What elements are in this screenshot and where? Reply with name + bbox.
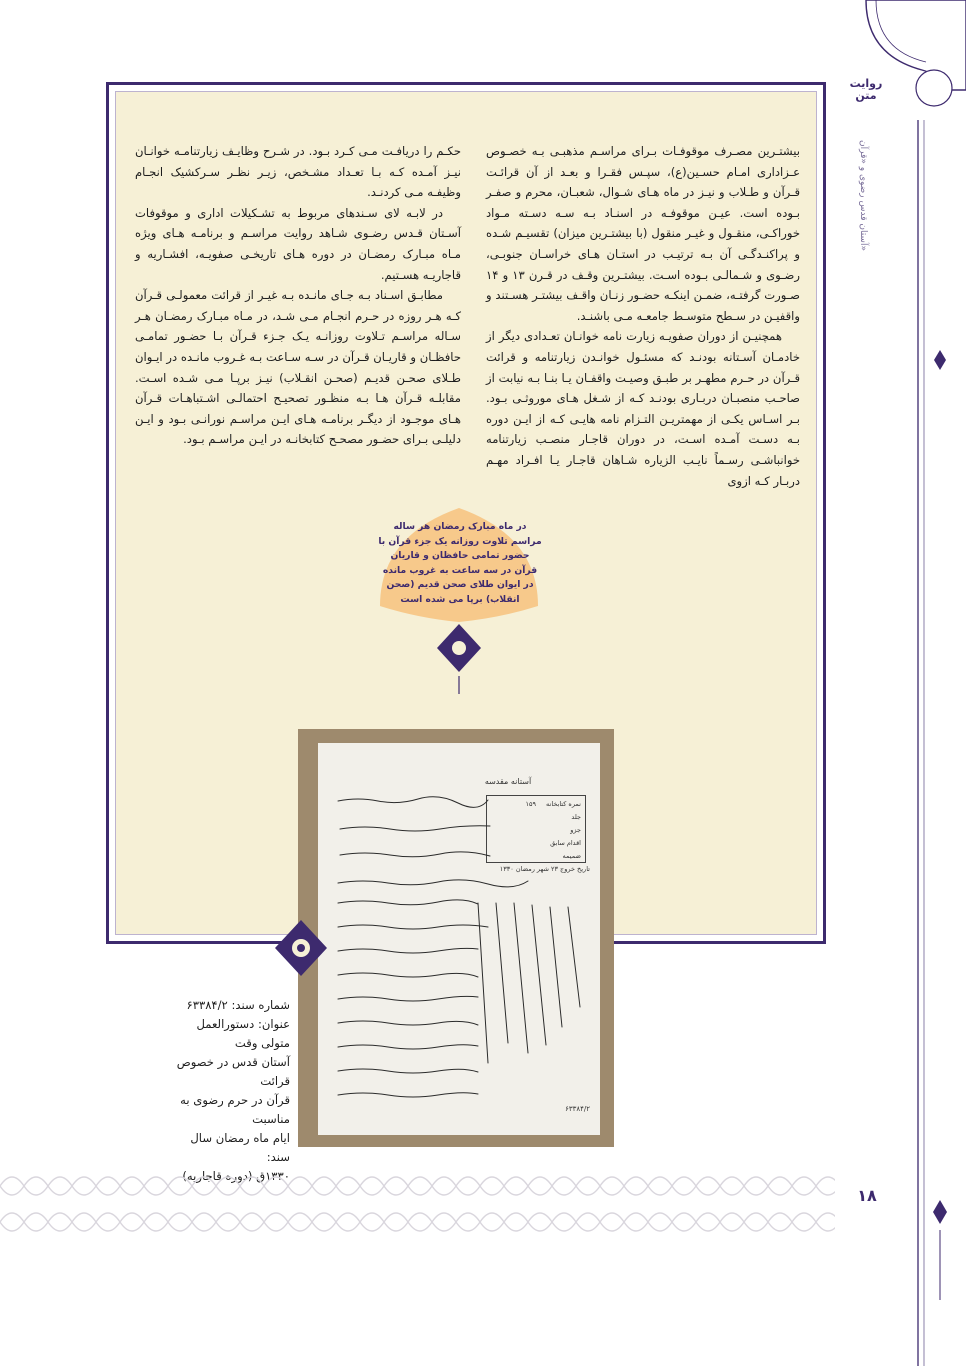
paragraph: در لابـه لای سـندهای مربوط به تشـکیلات اداری و موقوفات آسـتان قـدس رضـوی شـاهد روایت مراسـم و برنامـه هـای ویژه مـاه مبـارک رمضـان در دوره هـای تاریخـی صفویـه، افشـاریه و قاجاریـه هسـتیم. bbox=[135, 205, 461, 282]
left-text-column bbox=[135, 141, 461, 450]
document-paper bbox=[318, 743, 600, 1135]
register-number: ۱۵۹ bbox=[525, 800, 536, 808]
register-field: نمره کتابخانه ۱۵۹ bbox=[525, 800, 581, 808]
register-field: جزو bbox=[570, 826, 581, 834]
right-text-column bbox=[486, 141, 800, 491]
document-seal-title: آستانه مقدسه bbox=[484, 777, 532, 786]
register-field: اقدام سابق bbox=[550, 839, 581, 847]
document-date-line: تاریخ خروج ۲۳ شهر رمضان ۱۳۳۰ bbox=[499, 865, 590, 873]
register-field: ضمیمه bbox=[562, 852, 581, 860]
caption-line: عنوان: دستورالعمل متولی وقت bbox=[196, 1017, 290, 1050]
caption-line: قرآن در حرم رضوی به مناسبت bbox=[180, 1093, 290, 1126]
caption-line: آستان قدس در خصوص قرائت bbox=[176, 1055, 290, 1088]
pull-quote: در ماه مبارک رمضان هر ساله مراسم تلاوت روزانه یک جزء قرآن با حضور تمامی حافظان و قاریان قرآن در سه ساعت به غروب مانده در ایوان طلای صحن قدیم (صحن انقلاب) برپا می شده است bbox=[378, 521, 542, 605]
paragraph: همچنیـن از دوران صفویـه زیارت نامه خوانـان تعـدادی دیگر از خادمـان آسـتانه بودنـد که مسئـول خوانـدن زیارتنامه و قرائت قـرآن در حـرم مطهـر بر طبـق وصیـت واقفـان یـا بنـا بـه نیابت از صاحـب منصبـان دربـاری بودنـد کـه از شـغل هـای موروثـی بـود. بـر اسـاس یکـی از مهمتریـن التـزام نامه هایـی کـه از ایـن دوره بـه دسـت آمـده اسـت، در دوران قاجـار منصـب زیارتنامه خوانباشـی رسـماً نایـب الزیاره شـاهان قاجـار یـا افـراد مهـم دربـار کـه ازوی bbox=[486, 329, 800, 488]
right-decorative-strip bbox=[914, 120, 966, 1366]
top-right-ornament bbox=[826, 0, 966, 120]
bottom-lattice-pattern bbox=[0, 1168, 835, 1240]
historical-document-photo bbox=[298, 729, 614, 1147]
paragraph: حکـم را دریافـت مـی کـرد بـود. در شـرح وظایـف زیارتنامـه خوانـان نیـز آمـده کـه بـا تعـداد مشـخص، زیـر نظـر سـرکشیک انجـام وظیفـه مـی کردنـد. bbox=[135, 144, 461, 200]
corner-ornament bbox=[272, 918, 330, 978]
handwriting-lines bbox=[318, 743, 600, 1135]
logo-text: روایت متن bbox=[849, 77, 883, 102]
document-caption bbox=[170, 996, 290, 1186]
paragraph: مطابـق اسـناد بـه جـای مانـده بـه غیـر از قرائت معمولـی قـرآن کـه هـر روزه در حـرم انجـام مـی شـد، در مـاه مبـارک رمضـان هـر سـاله مراسـم تـلاوت روزانـه یـک جـزء قـرآن بـا حضـور تمامـی حافظـان و قاریـان قـرآن در سـه سـاعت بـه غـروب مانـده در ایـوان طـلای صحـن قدیـم (صحـن انقـلاب) نیـز برپـا مـی شـده اسـت. مقابلـه قـرآن هـا بـه منظـور تصحیـح احتمالـی اشـتباهـات قـرآن هـای موجـود از دیگـر برنامـه هـای ایـن مراسـم نورانـی بـود و ایـن دلیلـی بـرای حضـور مصحـح کتابخانـه در ایـن مراسـم بـود. bbox=[135, 288, 461, 447]
document-number-stamp: ۶۳۳۸۴/۲ bbox=[565, 1105, 590, 1113]
caption-line: ایام ماه رمضان سال سند: bbox=[190, 1131, 290, 1164]
page-number: ۱۸ bbox=[857, 1186, 877, 1205]
side-vertical-title: آستان قدس رضوی و «قرآن» bbox=[858, 140, 868, 251]
paragraph: بیشتـرین مصـرف موقوفـات بـرای مراسـم مذهبـی بـه خصـوص عـزاداری امـام حسـین(ع)، سپـس فقـرا و بعـد از آن قرائـت قـرآن و طـلاب و نیـز در ماه هـای شـوال، شعبـان، محرم و صفـر بـوده است. عیـن موقوفـه در اسنـاد بـه سـه دسـته مـواد خوراکـی، منقـول و غیـر منقول (با بیشتـرین میزان) تقسیـم شـده و پراکنـدگـی آن بـه ترتیـب در استـان هـای خراسـان جنوبـی، رضـوی و شـمالـی بـوده اسـت. بیشتـرین وقـف در قـرن ۱۳ و ۱۴ صـورت گرفتـه، ضمـن اینکـه حضـور زنـان واقـف بیشتـر هسـتند و واقفیـن در سـطح متوسـط جامعـه مـی باشنـد. bbox=[486, 144, 800, 323]
caption-line: شماره سند: ۶۳۳۸۴/۲ bbox=[186, 998, 290, 1012]
register-field: جلد bbox=[571, 813, 581, 821]
